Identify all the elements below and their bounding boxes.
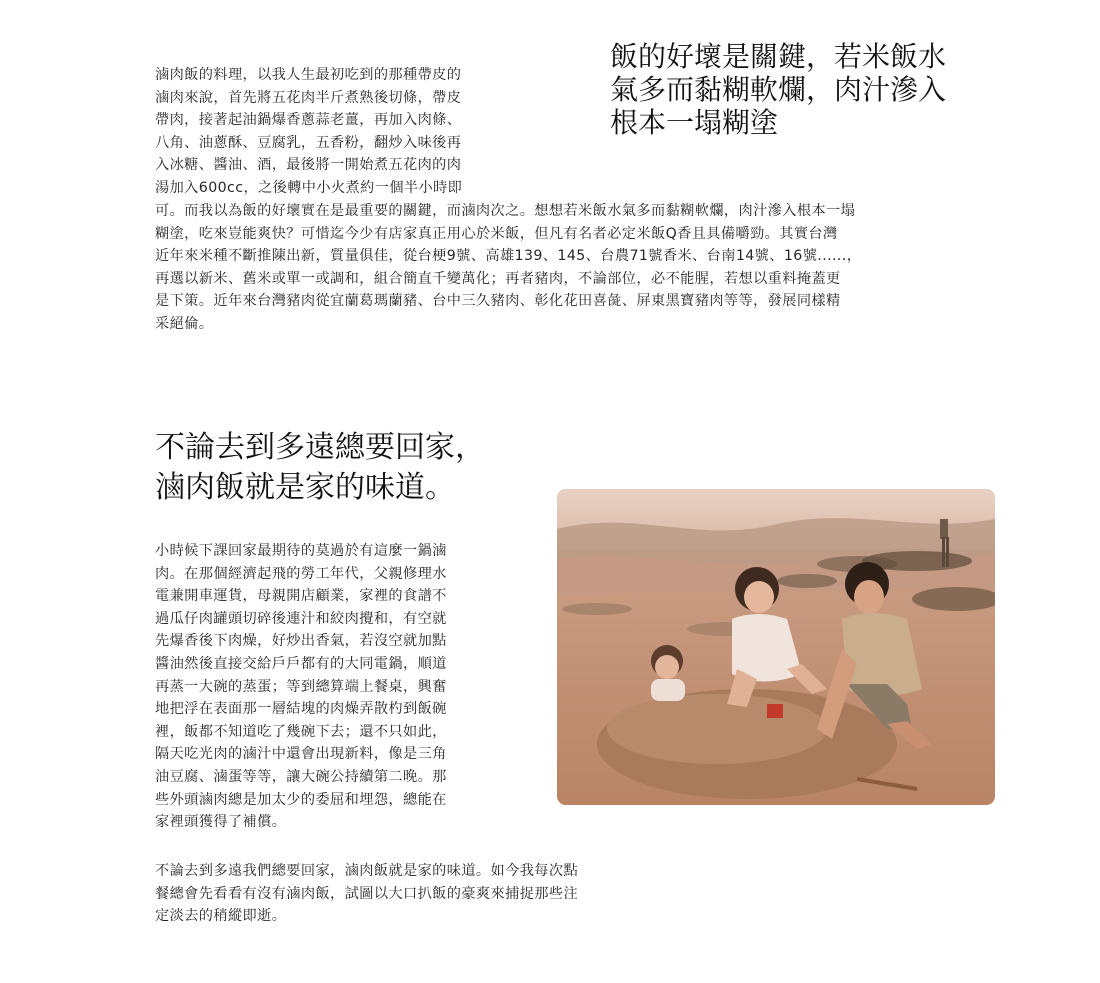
text-line: 是下策。近年來台灣豬肉從宜蘭葛瑪蘭豬、台中三久豬肉、彰化花田喜彘、屏東黑寶豬肉等等，發展同樣精 (155, 293, 841, 310)
text-line: 不論去到多遠我們總要回家，滷肉飯就是家的味道。如今我每次點 (155, 863, 579, 879)
text-line: 八角、油蔥酥、豆腐乳，五香粉，翻炒入味後再 (155, 134, 462, 151)
text-line: 近年來米種不斷推陳出新，質量俱佳，從台梗9號、高雄139、145、台農71號香米、台南14號、16號......， (155, 248, 862, 265)
text-line: 滷肉來說，首先將五花肉半斤煮熟後切條，帶皮 (155, 89, 462, 106)
pull-quote-line: 根本一塌糊塗 (610, 106, 779, 139)
rice-paragraph (155, 200, 1015, 336)
text-line: 再蒸一大碗的蒸蛋；等到總算端上餐桌，興奮 (155, 678, 447, 695)
intro-paragraph (155, 64, 540, 200)
text-line: 地把浮在表面那一層結塊的肉燥弄散杓到飯碗 (155, 701, 447, 718)
section-heading-line: 不論去到多遠總要回家， (155, 430, 485, 465)
text-line: 小時候下課回家最期待的莫過於有這麼一鍋滷 (155, 543, 447, 559)
text-line: 采絕倫。 (155, 315, 214, 332)
pull-quote-line: 飯的好壞是關鍵，若米飯水 (610, 40, 947, 73)
text-line: 肉。在那個經濟起飛的勞工年代，父親修理水 (155, 565, 447, 582)
pull-quote-line: 氣多而黏糊軟爛，肉汁滲入 (610, 73, 947, 106)
text-line: 入冰糖、醬油、酒，最後將一開始煮五花肉的肉 (155, 157, 462, 174)
childhood-paragraph (155, 540, 525, 834)
photo-illustration (557, 489, 995, 805)
text-line: 湯加入600cc，之後轉中小火煮約一個半小時即 (155, 179, 463, 196)
text-line: 餐總會先看看有沒有滷肉飯，試圖以大口扒飯的豪爽來捕捉那些注 (155, 885, 579, 902)
text-line: 電兼開車運貨，母親開店顧業，家裡的食譜不 (155, 588, 447, 605)
text-line: 裡，飯都不知道吃了幾碗下去；還不只如此， (155, 723, 447, 740)
section-heading (155, 428, 485, 508)
text-line: 滷肉飯的料理，以我人生最初吃到的那種帶皮的 (155, 67, 462, 83)
closing-paragraph (155, 860, 695, 928)
family-beach-photo (557, 489, 995, 805)
text-line: 過瓜仔肉罐頭切碎後連汁和絞肉攪和，有空就 (155, 610, 447, 627)
pull-quote (610, 40, 1020, 139)
text-line: 隔天吃光肉的滷汁中還會出現新料，像是三角 (155, 746, 447, 763)
text-line: 定淡去的稍縱即逝。 (155, 908, 287, 925)
text-line: 帶肉，接著起油鍋爆香蔥蒜老薑，再加入肉條、 (155, 112, 462, 129)
text-line: 糊塗，吃來豈能爽快？可惜迄今少有店家真正用心於米飯，但凡有名者必定米飯Q香且具備嚼勁。其實台灣 (155, 225, 838, 242)
section-heading-line: 滷肉飯就是家的味道。 (155, 470, 455, 505)
text-line: 再選以新米、舊米或單一或調和，組合簡直千變萬化；再者豬肉，不論部位，必不能腥，若想以重料掩蓋更 (155, 270, 841, 287)
text-line: 可。而我以為飯的好壞實在是最重要的關鍵，而滷肉次之。想想若米飯水氣多而黏糊軟爛，肉汁滲入根本一塌 (155, 203, 856, 219)
text-line: 家裡頭獲得了補償。 (155, 814, 287, 831)
text-line: 些外頭滷肉總是加太少的委屈和埋怨，總能在 (155, 791, 447, 808)
text-line: 油豆腐、滷蛋等等，讓大碗公持續第二晚。那 (155, 768, 447, 785)
text-line: 醬油然後直接交給戶戶都有的大同電鍋，順道 (155, 655, 447, 672)
text-line: 先爆香後下肉燥，好炒出香氣，若沒空就加點 (155, 633, 447, 650)
